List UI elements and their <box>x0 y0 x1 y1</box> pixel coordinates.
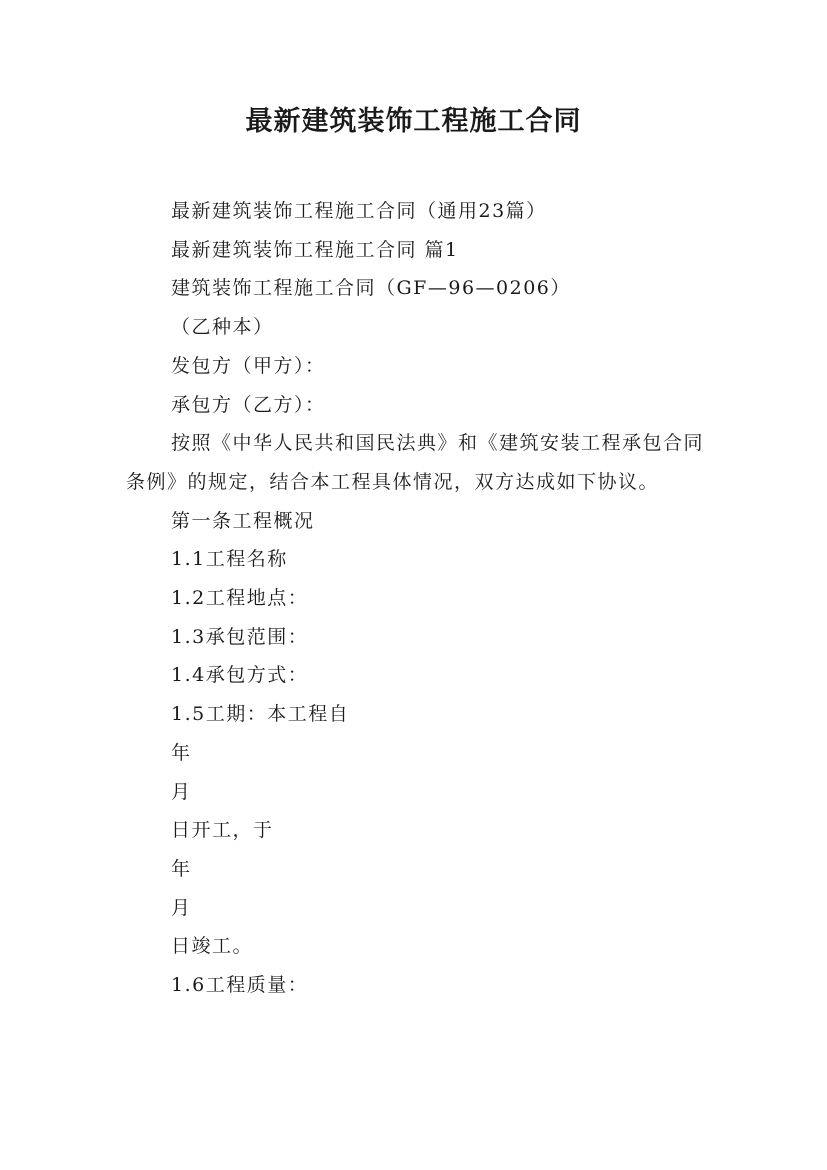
paragraph-contract-name: 建筑装饰工程施工合同（GF—96—0206） <box>171 277 571 300</box>
paragraph-clause-1-6: 1.6工程质量： <box>171 974 309 997</box>
paragraph-contract-edition: （乙种本） <box>171 316 274 339</box>
paragraph-start-month: 月 <box>171 780 192 803</box>
paragraph-subtitle: 最新建筑装饰工程施工合同（通用23篇） <box>171 200 547 222</box>
paragraph-clause-1-5: 1.5工期：本工程自 <box>171 703 350 726</box>
paragraph-clause-1-4: 1.4承包方式： <box>171 664 309 687</box>
paragraph-end-day: 日竣工。 <box>171 935 254 958</box>
paragraph-preamble: 按照《中华人民共和国民法典》和《建筑安装工程承包合同条例》的规定，结合本工程具体情况，双方达成如下协议。 <box>126 432 705 493</box>
paragraph-party-a: 发包方（甲方）： <box>171 354 326 377</box>
paragraph-clause-1-3: 1.3承包范围： <box>171 625 309 648</box>
document-body <box>126 192 711 1005</box>
paragraph-section-heading: 最新建筑装饰工程施工合同 篇1 <box>171 238 459 261</box>
paragraph-end-year: 年 <box>171 857 192 880</box>
paragraph-clause-1-1: 1.1工程名称 <box>171 548 288 571</box>
paragraph-clause-1-2: 1.2工程地点： <box>171 587 309 610</box>
document-title: 最新建筑装饰工程施工合同 <box>245 106 582 137</box>
paragraph-start-day: 日开工，于 <box>171 819 274 842</box>
paragraph-end-month: 月 <box>171 896 192 919</box>
paragraph-party-b: 承包方（乙方）： <box>171 393 326 416</box>
paragraph-start-year: 年 <box>171 741 192 764</box>
paragraph-article-1: 第一条工程概况 <box>171 509 315 532</box>
